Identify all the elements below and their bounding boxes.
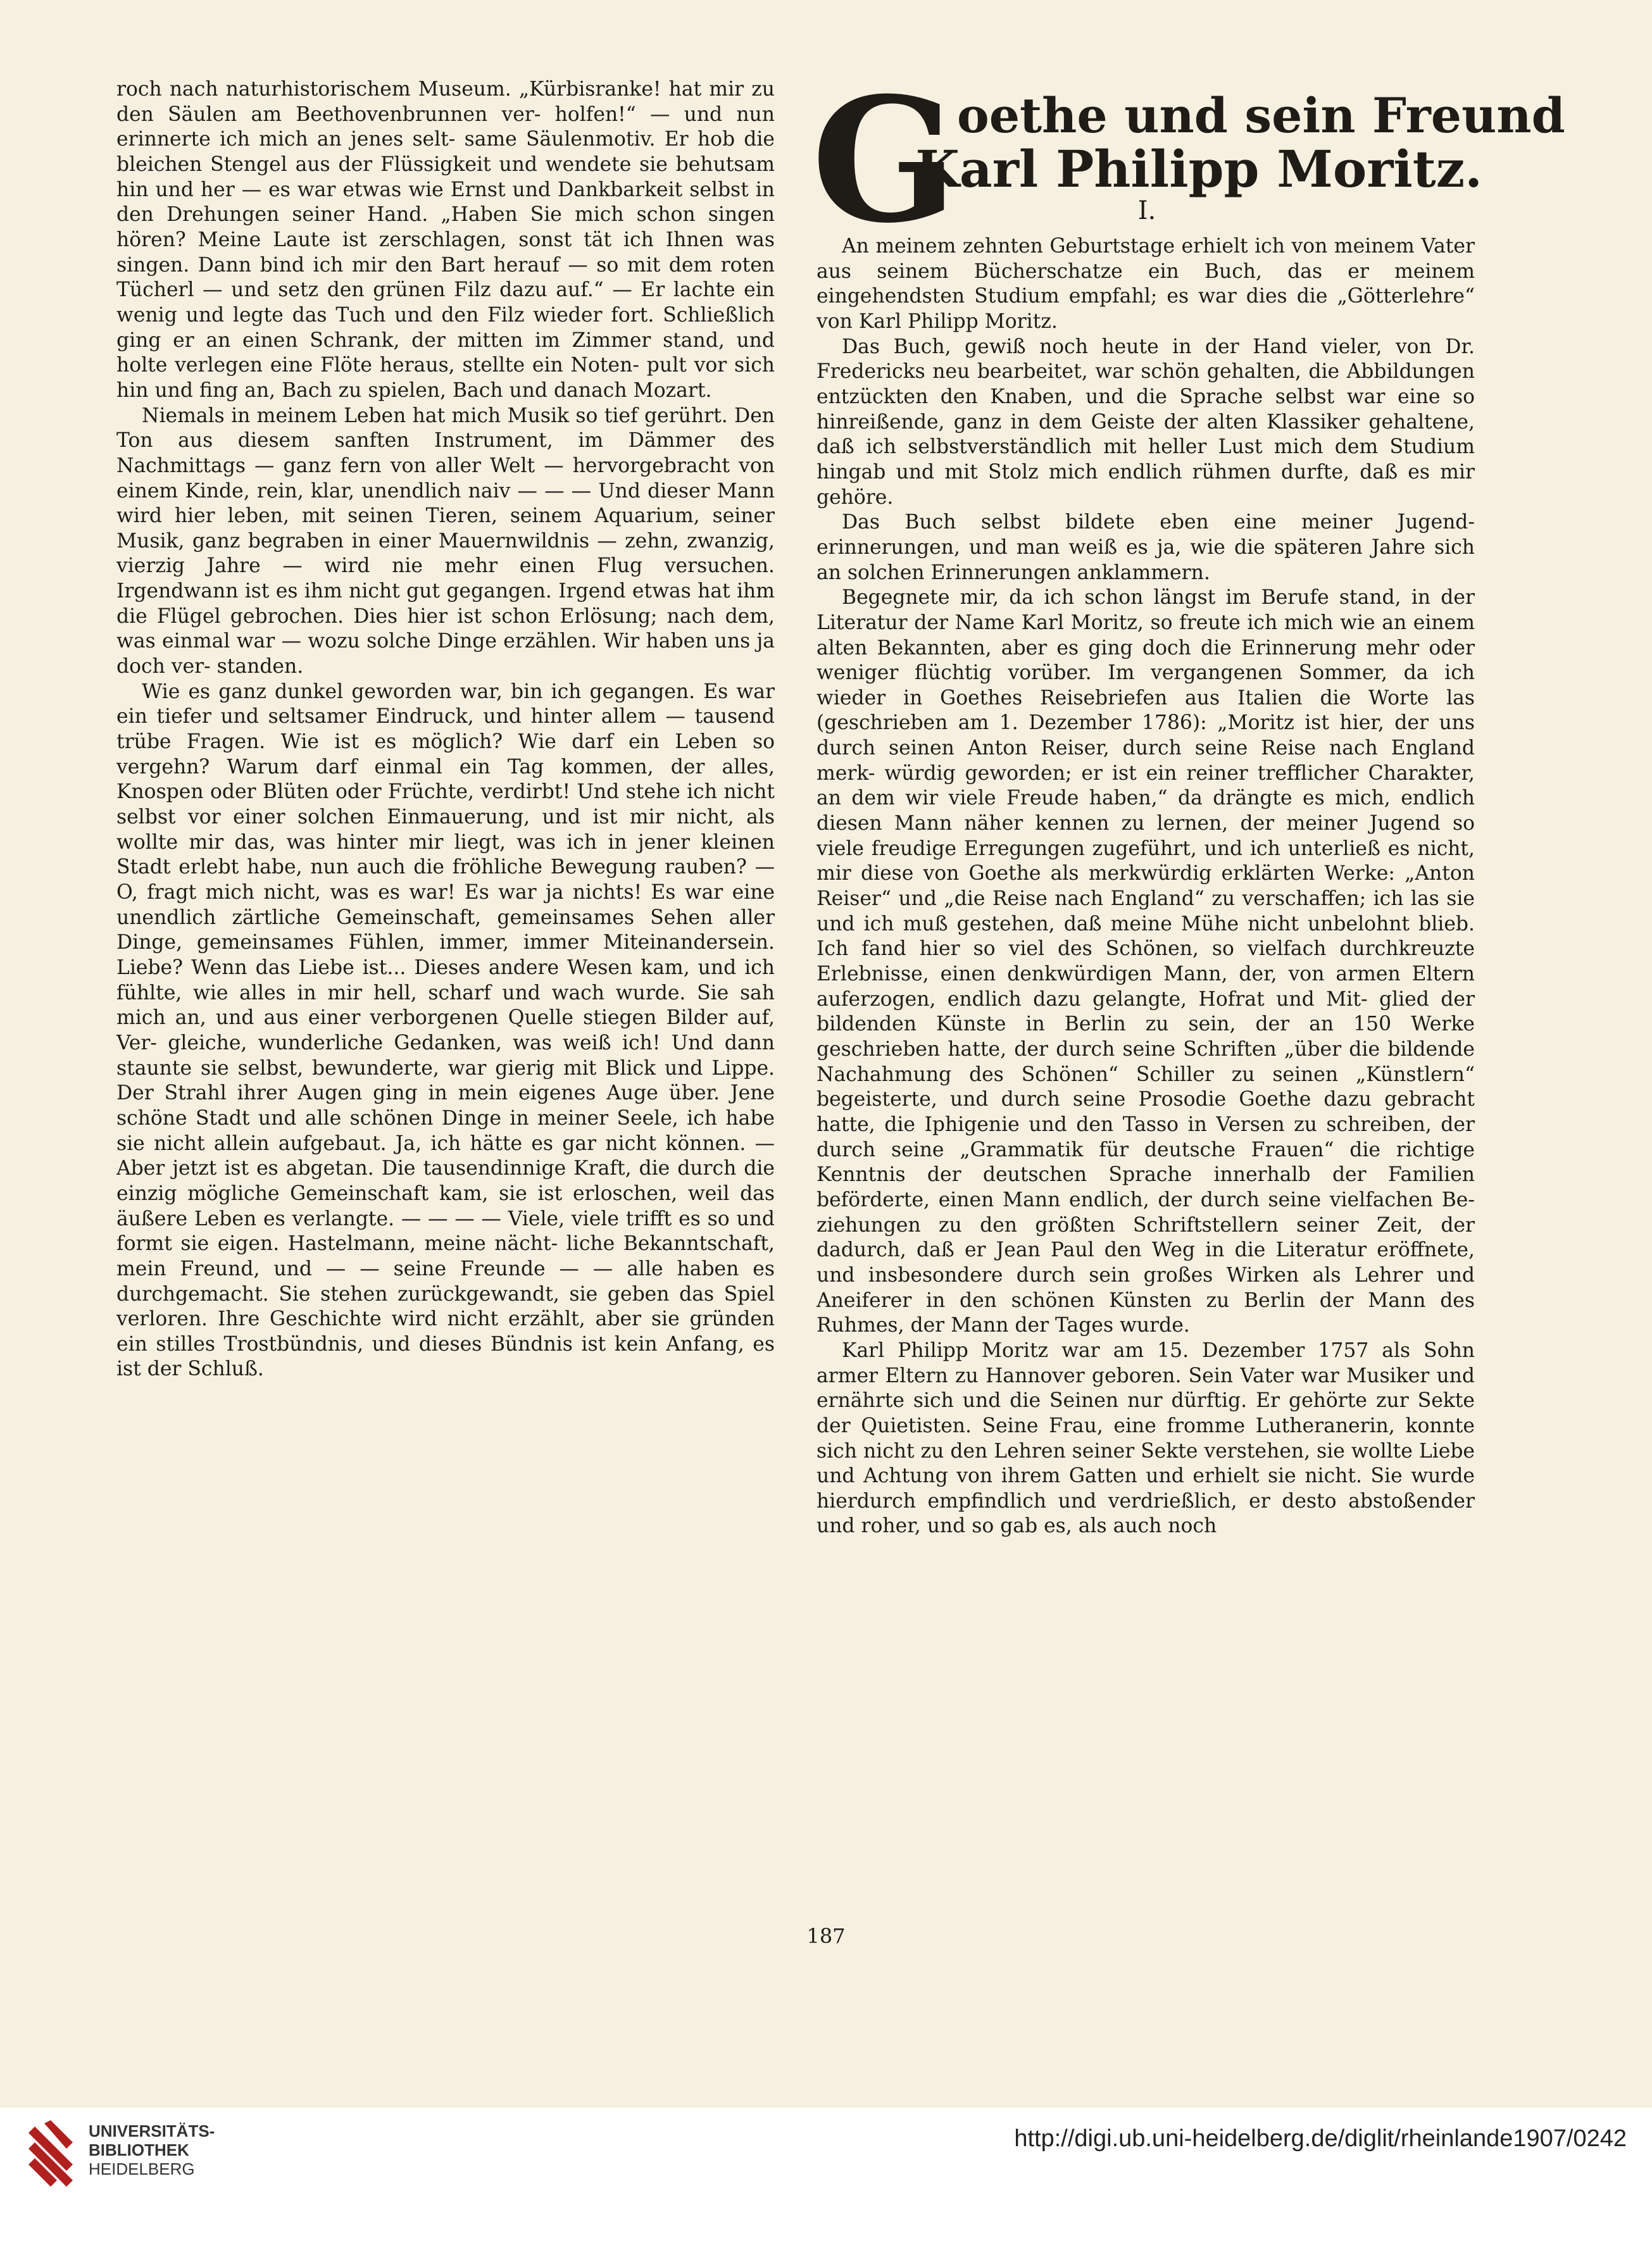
source-url-link[interactable]: http://digi.ub.uni-heidelberg.de/diglit/rheinlande1907/0242 (1014, 2125, 1627, 2152)
library-name[interactable] (89, 2121, 215, 2178)
viewer-footer (0, 2108, 1652, 2243)
paragraph: Niemals in meinem Leben hat mich Musik so tief gerührt. Den Ton aus diesem sanften Instrument, im Dämmer des Nachmittags — ganz fern von aller Welt — hervorgebracht von einem Kinde, rein, klar, unendlich naiv — — — Und dieser Mann wird hier leben, mit seinen Tieren, seinem Aquarium, seiner Musik, ganz begraben in einer Mauernwildnis — zehn, zwanzig, vierzig Jahre — wird nie mehr einen Flug versuchen. Irgendwann ist es ihm nicht gut gegangen. Irgend etwas hat ihm die Flügel gebrochen. Dies hier ist schon Erlösung; nach dem, was einmal war — wozu solche Dinge erzählen. Wir haben uns ja doch ver- standen. (116, 404, 775, 678)
library-line-1: UNIVERSITÄTS- (89, 2121, 215, 2140)
paragraph: Wie es ganz dunkel geworden war, bin ich gegangen. Es war ein tiefer und seltsamer Eindruck, und hinter allem — tausend trübe Fragen. Wie ist es möglich? Wie darf ein Leben so vergehn? Warum darf einmal ein Tag kommen, der alles, Knospen oder Blüten oder Früchte, verdirbt! Und stehe ich nicht selbst vor einer solchen Einmauerung, und ist mir nicht, als wollte mir das, was hinter mir liegt, was ich in jener kleinen Stadt erlebt habe, nun auch die fröhliche Bewegung rauben? — O, fragt mich nicht, was es war! Es war ja nichts! Es war eine unendlich zärtliche Gemeinschaft, gemeinsames Sehen aller Dinge, gemeinsames Fühlen, immer, immer Miteinandersein. Liebe? Wenn das Liebe ist... Dieses andere Wesen kam, und ich fühlte, wie alles in mir hell, scharf und wach wurde. Sie sah mich an, und aus einer verborgenen Quelle stiegen Bilder auf, Ver- gleiche, wunderliche Gedanken, was weiß ich! Und dann staunte sie selbst, bewunderte, war gierig mit Blick und Lippe. Der Strahl ihrer Augen ging in mein eigenes Auge über. Jene schöne Stadt und alle schönen Dinge in meiner Seele, ich habe sie nicht allein aufgebaut. Ja, ich hätte es gar nicht können. — Aber jetzt ist es abgetan. Die tausendinnige Kraft, die durch die einzig mögliche Gemeinschaft kam, sie ist erloschen, weil das äußere Leben es verlangte. — — — — Viele, viele trifft es so und formt sie eigen. Hastelmann, meine nächt- liche Bekanntschaft, mein Freund, und — — seine Freunde — — alle haben es durchgemacht. Sie stehen zurückgewandt, sie geben das Spiel verloren. Ihre Geschichte wird nicht erzählt, aber sie gründen ein stilles Trostbündnis, und dieses Bündnis ist kein Anfang, es ist der Schluß. (116, 680, 775, 1381)
page-number: 187 (806, 1924, 846, 1948)
library-line-2: BIBLIOTHEK (89, 2140, 189, 2159)
paragraph: Begegnete mir, da ich schon längst im Berufe stand, in der Literatur der Name Karl Moritz, so freute ich mich wie an einem alten Bekannten, aber es ging doch die Erinnerung mehr oder weniger flüchtig vorüber. Im vergangenen Sommer, da ich wieder in Goethes Reisebriefen aus Italien die Worte las (geschrieben am 1. Dezember 1786): „Moritz ist hier, der uns durch seinen Anton Reiser, durch seine Reise nach England merk- würdig geworden; er ist ein reiner trefflicher Charakter, an dem wir viele Freude haben,“ da drängte es mich, endlich diesen Mann näher kennen zu lernen, der meiner Jugend so viele freudige Erregungen zugeführt, und ich unterließ es nicht, mir diese von Goethe als merkwürdig erklärten Werke: „Anton Reiser“ und „die Reise nach England“ zu verschaffen; ich las sie und ich muß gestehen, daß meine Mühe nicht unbelohnt blieb. Ich fand hier so viel des Schönen, so vielfach durchkreuzte Erlebnisse, einen denkwürdigen Mann, der, von armen Eltern auferzogen, endlich dazu gelangte, Hofrat und Mit- glied der bildenden Künste in Berlin zu sein, der an 150 Werke geschrieben hatte, der durch seine Schriften „über die bildende Nachahmung des Schönen“ Schiller zu seinen „Künstlern“ begeisterte, und durch seine Prosodie Goethe dazu gebracht hatte, die Iphigenie und den Tasso in Versen zu schreiben, der durch seine „Grammatik für deutsche Frauen“ die richtige Kenntnis der deutschen Sprache innerhalb der Familien beförderte, einen Mann endlich, der durch seine vielfachen Be- ziehungen zu den größten Schriftstellern seiner Zeit, der dadurch, daß er Jean Paul den Weg in die Literatur eröffnete, und insbesondere durch sein großes Wirken als Lehrer und Aneiferer in den schönen Künsten zu Berlin der Mann des Ruhmes, der Mann der Tages wurde. (817, 586, 1475, 1337)
right-column (817, 234, 1475, 1539)
article-title (811, 59, 1565, 261)
title-line-1: oethe und sein Freund (957, 87, 1565, 144)
paragraph: Das Buch selbst bildete eben eine meiner Jugend- erinnerungen, und man weiß es ja, wie die späteren Jahre sich an solchen Erinnerungen anklammern. (817, 511, 1475, 584)
title-dropcap: G (811, 59, 958, 261)
title-line-2: Karl Philipp Moritz. (915, 139, 1482, 199)
library-logo-icon[interactable] (25, 2120, 76, 2190)
section-number: I. (1137, 196, 1156, 225)
left-column (116, 77, 775, 1382)
paragraph: An meinem zehnten Geburtstage erhielt ich von meinem Vater aus seinem Bücherschatze ein Buch, das er meinem eingehendsten Studium empfahl; es war dies die „Götterlehre“ von Karl Philipp Moritz. (817, 235, 1475, 333)
paragraph: Karl Philipp Moritz war am 15. Dezember 1757 als Sohn armer Eltern zu Hannover geboren. Sein Vater war Musiker und ernährte sich und die Seinen nur dürftig. Er gehörte zur Sekte der Quietisten. Seine Frau, eine fromme Lutheranerin, konnte sich nicht zu den Lehren seiner Sekte verstehen, sie wollte Liebe und Achtung von ihrem Gatten und erhielt sie nicht. Sie wurde hierdurch empfindlich und verdrießlich, er desto abstoßender und roher, und so gab es, als auch noch (817, 1339, 1475, 1538)
paragraph: roch nach naturhistorischem Museum. „Kürbisranke! hat mir zu den Säulen am Beethovenbrunnen ver- holfen!“ — und nun erinnerte ich mich an jenes selt- same Säulenmotiv. Er hob die bleichen Stengel aus der Flüssigkeit und wendete sie behutsam hin und her — es war etwas wie Ernst und Dankbarkeit selbst in den Drehungen seiner Hand. „Haben Sie mich schon singen hören? Meine Laute ist zerschlagen, sonst tät ich Ihnen was singen. Dann bind ich mir den Bart herauf — so mit dem roten Tücherl — und setz den grünen Filz dazu auf.“ — Er lachte ein wenig und legte das Tuch und den Filz wieder fort. Schließlich ging er an einen Schrank, der mitten im Zimmer stand, und holte verlegen eine Flöte heraus, stellte ein Noten- pult vor sich hin und fing an, Bach zu spielen, Bach und danach Mozart. (116, 78, 775, 402)
library-line-3: HEIDELBERG (89, 2159, 195, 2178)
paragraph: Das Buch, gewiß noch heute in der Hand vieler, von Dr. Fredericks neu bearbeitet, war schön gehalten, die Abbildungen entzückten den Knaben, und die Sprache selbst war eine so hinreißende, ganz in dem Geiste der alten Klassiker gehaltene, daß ich selbstverständlich mit heller Lust mich dem Studium hingab und mit Stolz mich endlich rühmen durfte, daß es mir gehöre. (817, 335, 1475, 509)
